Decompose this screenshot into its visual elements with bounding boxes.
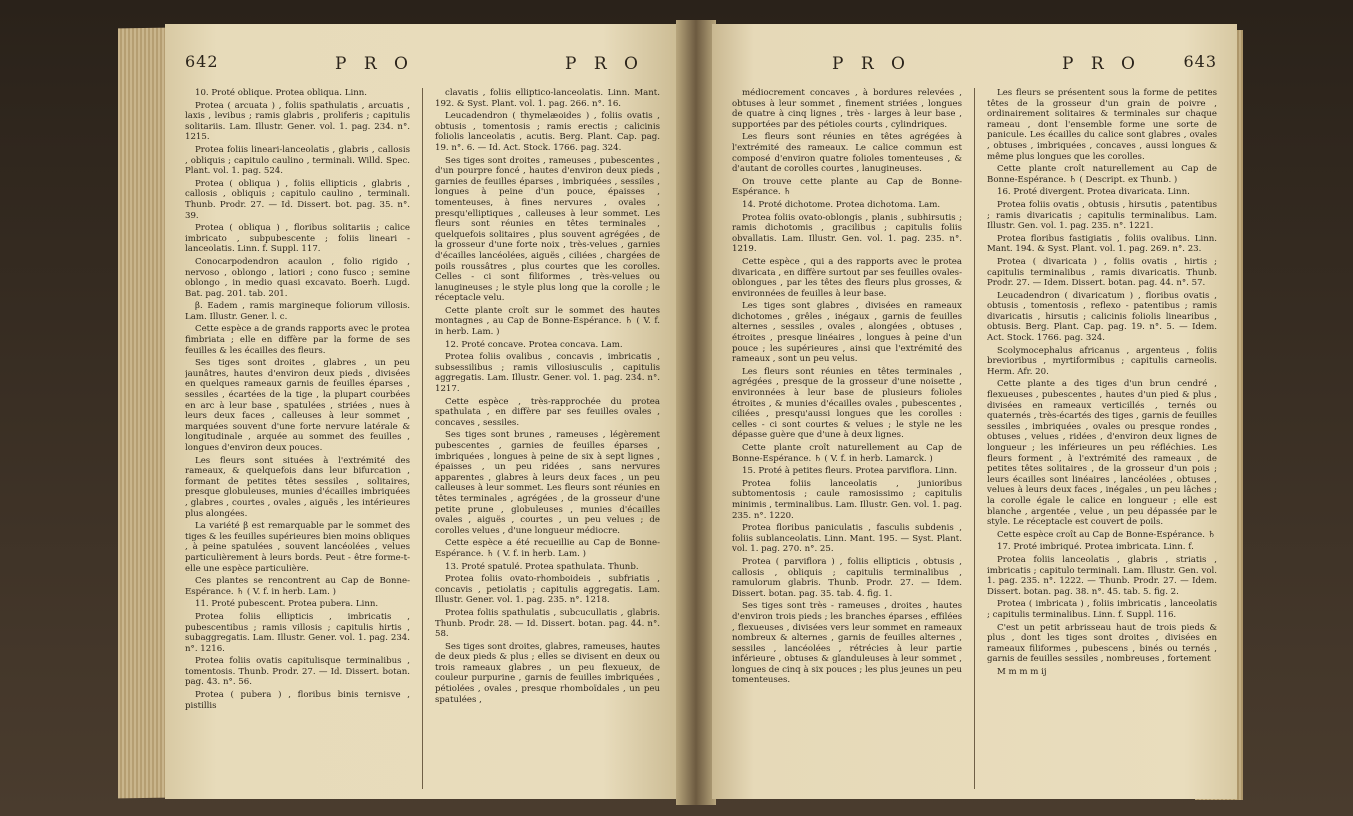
right-page: [712, 24, 1237, 799]
text-paragraph: Les tiges sont glabres , divisées en rameaux dichotomes , grêles , inégaux , garnis de feuilles alternes , sessiles , ovales , alongées , obtuses , étroites , presque linéaires , longues à peine d'un pouce ; les supérieures , ainsi que l'extrémité des rameaux , sont un peu velus.: [732, 301, 962, 365]
left-head-1: P R O: [335, 54, 414, 74]
text-paragraph: Protea foliis lanceolatis , junioribus subtomentosis ; caule ramosissimo ; capitulis minimis , terminalibus. Lam. Illustr. Gen. vol. 1. pag. 235. n°. 1220.: [732, 478, 962, 521]
text-paragraph: Protea ( divaricata ) , foliis ovatis , hirtis ; capitulis terminalibus , ramis divaricatis. Thunb. Prodr. 27. — Idem. Dissert. botan. pag. 44. n°. 57.: [987, 256, 1217, 289]
right-column-1: [732, 88, 962, 789]
column-rule: [422, 88, 423, 789]
text-paragraph: Protea ( parviflora ) , foliis ellipticis , obtusis , callosis , obliquis ; capitulis terminalibus , ramulorum glabris. Thunb. Prodr. 27. — Idem. Dissert. botan. pag. 35. tab. 4. fig. 1.: [732, 556, 962, 599]
text-paragraph: 17. Proté imbriqué. Protea imbricata. Linn. f.: [997, 542, 1194, 553]
text-paragraph: Ses tiges sont droites, glabres, rameuses, hautes de deux pieds & plus ; elles se divisent en deux ou trois rameaux glabres , un peu flexueux, de couleur purpurine , garnis de feuilles imbriquées , pétiolées , ovales , presque rhomboïdales , un peu spatulées ,: [435, 641, 660, 705]
text-paragraph: 16. Proté divergent. Protea divaricata. Linn.: [997, 187, 1190, 198]
book-gutter: [676, 20, 716, 805]
text-paragraph: Ces plantes se rencontrent au Cap de Bonne-Espérance. ♄ ( V. f. in herb. Lam. ): [185, 576, 410, 597]
text-paragraph: Protea foliis lanceolatis , glabris , striatis , imbricatis ; capitulo terminali. Lam. Illustr. Gen. vol. 1. pag. 235. n°. 1222. — Thunb. Prodr. 27. — Idem. Dissert. botan. pag. 38. n°. 45. tab. 5. fig. 2.: [987, 554, 1217, 597]
right-column-2: [987, 88, 1217, 789]
right-running-head: [732, 54, 1217, 84]
text-paragraph: Protea foliis ovalibus , concavis , imbricatis , subsessilibus ; ramis villosiusculis , capitulis aggregatis. Lam. Illustr. Gener. vol. 1. pag. 234. n°. 1217.: [435, 352, 660, 395]
text-paragraph: Protea ( arcuata ) , foliis spathulatis , arcuatis , laxis , levibus ; ramis glabris , proliferis ; capitulis solitariis. Lam. Illustr. Gener. vol. 1. pag. 234. n°. 1215.: [185, 100, 410, 143]
text-paragraph: 11. Proté pubescent. Protea pubera. Linn.: [195, 599, 379, 610]
left-running-head: [185, 54, 660, 84]
left-head-2: P R O: [565, 54, 644, 74]
text-paragraph: Ses tiges sont droites , rameuses , pubescentes , d'un pourpre foncé , hautes d'environ deux pieds , garnies de feuilles éparses , imbriquées , sessiles , longues à peine d'un pouce, épaisses , tomenteuses, à fines nervures , ovales , presqu'elliptiques , calleuses à leur sommet. Les fleurs sont réunies en têtes terminales , quelquefois solitaires , plus souvent agrégées , de la grosseur d'une forte noix , très-velues , garnies d'écailles lancéolées, aiguës , ciliées , chargées de poils roussâtres , plus courtes que les corolles. Celles - ci sont filiformes , très-velues ou lanugineuses ; le style plus long que la corolle ; le réceptacle velu.: [435, 155, 660, 304]
text-paragraph: C'est un petit arbrisseau haut de trois pieds & plus , dont les tiges sont droites , divisées en rameaux filiformes , pubescens , binés ou ternés , garnis de feuilles sessiles , nombreuses , fortement: [987, 622, 1217, 665]
text-paragraph: Protea foliis spathulatis , subcucullatis , glabris. Thunb. Prodr. 28. — Id. Dissert. botan. pag. 44. n°. 58.: [435, 607, 660, 640]
text-paragraph: Ses tiges sont très - rameuses , droites , hautes d'environ trois pieds ; les branches éparses , effilées , flexueuses , divisées vers leur sommet en rameaux nombreux & alternes , garnis de feuilles alternes , sessiles , lancéolées , rétrécies à leur partie inférieure , obtuses & glanduleuses à leur sommet , longues de cinq à six pouces ; les plus jeunes un peu tomenteuses.: [732, 601, 962, 686]
text-paragraph: La variété β est remarquable par le sommet des tiges & les feuilles supérieures bien moins obliques , à peine spatulées , souvent lancéolées , velues particulièrement à leurs bords. Peut - être forme-t-elle une espèce particulière.: [185, 521, 410, 574]
text-paragraph: 10. Proté oblique. Protea obliqua. Linn.: [195, 88, 368, 98]
column-rule: [974, 88, 975, 789]
text-paragraph: Les fleurs sont réunies en têtes agrégées à l'extrémité des rameaux. Le calice commun est composé d'environ quatre folioles tomenteuses , & d'autant de corolles courtes , lanugineuses.: [732, 132, 962, 175]
text-paragraph: clavatis , foliis elliptico-lanceolatis. Linn. Mant. 192. & Syst. Plant. vol. 1. pag. 266. n°. 16.: [435, 88, 660, 109]
text-paragraph: Cette plante croît naturellement au Cap de Bonne-Espérance. ♄ ( V. f. in herb. Lamarck. ): [732, 443, 962, 464]
text-paragraph: M m m m ij: [997, 666, 1047, 677]
left-page-number: 642: [185, 52, 219, 71]
text-paragraph: Les fleurs se présentent sous la forme de petites têtes de la grosseur d'un grain de poivre , ordinairement solitaires & terminales sur chaque rameau , dont l'ensemble forme une sorte de panicule. Les écailles du calice sont glabres , ovales , obtuses , imbriquées , concaves , aussi longues & même plus longues que les corolles.: [987, 88, 1217, 162]
text-paragraph: On trouve cette plante au Cap de Bonne-Espérance. ♄: [732, 176, 962, 198]
text-paragraph: Protea foliis ovatis , obtusis , hirsutis , patentibus ; ramis divaricatis ; capitulis terminalibus. Lam. Illustr. Gen. vol. 1. pag. 235. n°. 1221.: [987, 199, 1217, 232]
text-paragraph: Protea floribus fastigiatis , foliis ovalibus. Linn. Mant. 194. & Syst. Plant. vol. 1. pag. 269. n°. 23.: [987, 233, 1217, 255]
right-page-number: 643: [1183, 52, 1217, 71]
text-paragraph: Protea foliis lineari-lanceolatis , glabris , callosis , obliquis ; capitulo caulino , terminali. Willd. Spec. Plant. vol. 1. pag. 524.: [185, 144, 410, 177]
page-edges-left: [118, 28, 168, 799]
text-paragraph: Protea foliis ovato-oblongis , planis , subhirsutis ; ramis dichotomis , gracilibus ; capitulis foliis obvallatis. Lam. Illustr. Gen. vol. 1. pag. 235. n°. 1219.: [732, 212, 962, 255]
text-paragraph: Scolymocephalus africanus , argenteus , foliis brevioribus , myrtiformibus ; capitulis carneolis. Herm. Afr. 20.: [987, 345, 1217, 377]
text-paragraph: Ses tiges sont brunes , rameuses , légèrement pubescentes , garnies de feuilles éparses , imbriquées , longues à peine de six à sept lignes , épaisses , un peu ridées , sans nervures apparentes , glabres à leurs deux faces , un peu calleuses à leur sommet. Les fleurs sont réunies en têtes terminales , agrégées , de la grosseur d'une petite prune , globuleuses , munies d'écailles ovales , aiguës , courtes , un peu velues ; de corolles velues , d'une longueur médiocre.: [435, 430, 660, 536]
text-paragraph: Les fleurs sont réunies en têtes terminales , agrégées , presque de la grosseur d'une noisette , environnées à leur base de plusieurs folioles étroites , & munies d'écailles ovales , pubescentes , ciliées , presqu'aussi longues que les corolles : celles - ci sont courtes & velues ; le style ne les dépasse guère que d'une à deux lignes.: [732, 366, 962, 441]
text-paragraph: Leucadendron ( divaricatum ) , floribus ovatis , obtusis , tomentosis , reflexo - patentibus ; ramis divaricatis , hirsutis ; calicinis foliolis linearibus , obtusis. Berg. Plant. Cap. pag. 19. n°. 5. — Idem. Act. Stock. 1766. pag. 324.: [987, 290, 1217, 344]
text-paragraph: β. Eadem , ramis margineque foliorum villosis. Lam. Illustr. Gener. l. c.: [185, 301, 410, 322]
text-paragraph: Protea ( obliqua ) , floribus solitariis ; calice imbricato , subpubescente ; foliis lineari - lanceolatis. Linn. f. Suppl. 117.: [185, 223, 410, 255]
text-paragraph: Protea floribus paniculatis , fasculis subdenis , foliis sublanceolatis. Linn. Mant. 195. — Syst. Plant. vol. 1. pag. 270. n°. 25.: [732, 523, 962, 555]
text-paragraph: Cette plante a des tiges d'un brun cendré , flexueuses , pubescentes , hautes d'un pied & plus , divisées en rameaux verticillés , ternés ou quaternés , très-écartés des tiges , garnis de feuilles sessiles , imbriquées , ovales ou presque rondes , obtuses , velues , ridées , d'environ deux lignes de longueur ; les inférieures un peu réfléchies. Les fleurs forment , à l'extrémité des rameaux , de petites têtes solitaires , de la grosseur d'un pois ; leurs écailles sont linéaires , lancéolées , obtuses , velues à leurs deux faces , inégales , un peu lâches ; la corolle égale le calice en longueur ; elle est blanche , argentée , velue , un peu dépassée par le style. Le réceptacle est couvert de poils.: [987, 379, 1217, 528]
text-paragraph: Ses tiges sont droites , glabres , un peu jaunâtres, hautes d'environ deux pieds , divisées en quelques rameaux garnis de feuilles éparses , sessiles , écartées de la tige , la plupart courbées en arc à leur base , spatulées , striées , nues à leurs deux faces , calleuses à leur sommet , marquées souvent d'une forte nervure latérale & longitudinale , arquée au sommet des feuilles , longues d'environ deux pouces.: [185, 358, 410, 453]
text-paragraph: 12. Proté concave. Protea concava. Lam.: [445, 339, 623, 350]
text-paragraph: 15. Proté à petites fleurs. Protea parviflora. Linn.: [742, 466, 958, 477]
right-head-2: P R O: [1062, 54, 1141, 74]
text-paragraph: médiocrement concaves , à bordures relevées , obtuses à leur sommet , finement striées , longues de quatre à cinq lignes , très - larges à leur base , supportées par des pétioles courts , cylindriques.: [732, 88, 962, 130]
text-paragraph: Protea ( pubera ) , floribus binis ternisve , pistillis: [185, 690, 410, 711]
left-page: [165, 24, 680, 799]
text-paragraph: 14. Proté dichotome. Protea dichotoma. Lam.: [742, 199, 941, 210]
text-paragraph: Conocarpodendron acaulon , folio rigido , nervoso , oblongo , latiori ; cono fusco ; semine oblongo , in medio quasi excavato. Boerh. Lugd. Bat. pag. 201. tab. 201.: [185, 256, 410, 299]
text-paragraph: Cette espèce a été recueillie au Cap de Bonne-Espérance. ♄ ( V. f. in herb. Lam. ): [435, 538, 660, 559]
text-paragraph: Protea ( obliqua ) , foliis ellipticis , glabris , callosis , obliquis ; capitulo caulino , terminali. Thunb. Prodr. 27. — Id. Dissert. bot. pag. 35. n°. 39.: [185, 178, 410, 221]
text-paragraph: Protea foliis ovato-rhomboideis , subfriatis , concavis , petiolatis ; capitulis aggregatis. Lam. Illustr. Gener. vol. 1. pag. 235. n°. 1218.: [435, 574, 660, 606]
text-paragraph: Cette plante croît naturellement au Cap de Bonne-Espérance. ♄ ( Descript. ex Thunb. ): [987, 164, 1217, 185]
left-column-2: [435, 88, 660, 789]
text-paragraph: Cette plante croît sur le sommet des hautes montagnes , au Cap de Bonne-Espérance. ♄ ( V. f. in herb. Lam. ): [435, 305, 660, 338]
text-paragraph: Les fleurs sont situées à l'extrémité des rameaux, & quelquefois dans leur bifurcation , formant de petites têtes sessiles , solitaires, presque globuleuses, munies d'écailles imbriquées , glabres , courtes , ovales , aiguës , les intérieures plus alongées.: [185, 455, 410, 519]
text-paragraph: Protea foliis ovatis capitulisque terminalibus , tomentosis. Thunb. Prodr. 27. — Id. Dissert. botan. pag. 43. n°. 56.: [185, 656, 410, 688]
text-paragraph: Cette espèce , très-rapprochée du protea spathulata , en diffère par ses feuilles ovales , concaves , sessiles.: [435, 396, 660, 428]
text-paragraph: Protea ( imbricata ) , foliis imbricatis , lanceolatis ; capitulis terminalibus. Linn. f. Suppl. 116.: [987, 599, 1217, 620]
right-head-1: P R O: [832, 54, 911, 74]
text-paragraph: 13. Proté spatulé. Protea spathulata. Thunb.: [445, 561, 639, 572]
text-paragraph: Cette espèce a de grands rapports avec le protea fimbriata ; elle en diffère par la forme de ses feuilles & les écailles des fleurs.: [185, 324, 410, 356]
text-paragraph: Cette espèce , qui a des rapports avec le protea divaricata , en diffère surtout par ses feuilles ovales-oblongues , par les têtes des fleurs plus grosses, & environnées de feuilles à leur base.: [732, 256, 962, 299]
text-paragraph: Protea foliis ellipticis , imbricatis , pubescentibus ; ramis villosis ; capitulis hirtis , subaggregatis. Lam. Illustr. Gener. vol. 1. pag. 234. n°. 1216.: [185, 611, 410, 654]
left-column-1: [185, 88, 410, 789]
text-paragraph: Leucadendron ( thymelæoides ) , foliis ovatis , obtusis , tomentosis ; ramis erectis ; calicinis foliolis lanceolatis , acutis. Berg. Plant. Cap. pag. 19. n°. 6. — Id. Act. Stock. 1766. pag. 324.: [435, 111, 660, 153]
text-paragraph: Cette espèce croît au Cap de Bonne-Espérance. ♄: [997, 529, 1216, 540]
